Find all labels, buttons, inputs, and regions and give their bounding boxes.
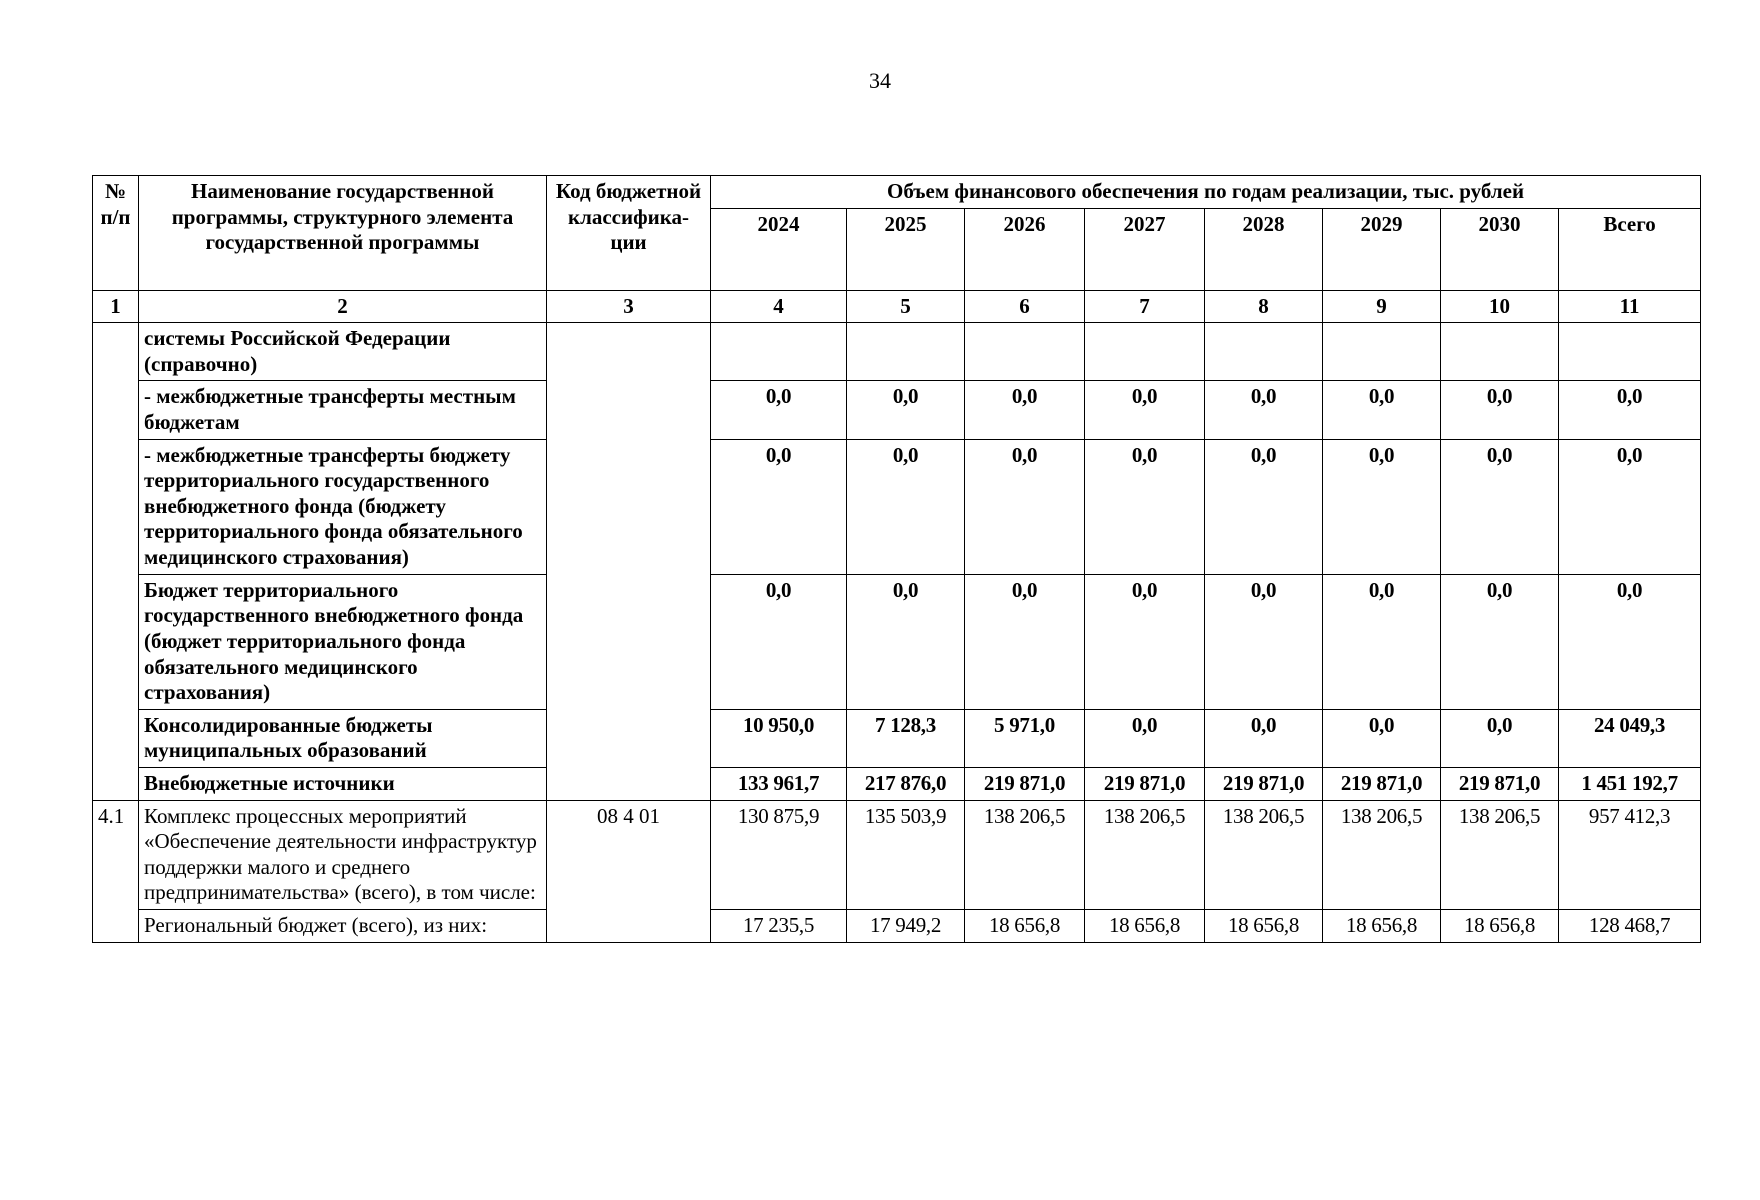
row-value: 10 950,0 — [711, 709, 847, 767]
table-row — [93, 767, 1701, 800]
row-value: 0,0 — [1441, 709, 1559, 767]
row-value: 217 876,0 — [847, 767, 965, 800]
row-value: 128 468,7 — [1559, 910, 1701, 943]
row-value: 7 128,3 — [847, 709, 965, 767]
header-volume: Объем финансового обеспечения по годам реализации, тыс. рублей — [711, 176, 1701, 209]
column-index: 3 — [547, 290, 711, 323]
table-row — [93, 910, 1701, 943]
row-value: 24 049,3 — [1559, 709, 1701, 767]
row-value: 0,0 — [1323, 381, 1441, 439]
row-value: 0,0 — [711, 439, 847, 574]
row-value: 18 656,8 — [965, 910, 1085, 943]
row-value — [965, 323, 1085, 381]
column-index: 8 — [1205, 290, 1323, 323]
column-index: 6 — [965, 290, 1085, 323]
row-value: 957 412,3 — [1559, 800, 1701, 909]
header-year: 2028 — [1205, 208, 1323, 290]
row-value: 18 656,8 — [1323, 910, 1441, 943]
header-year: 2030 — [1441, 208, 1559, 290]
column-index-row — [93, 290, 1701, 323]
row-value: 0,0 — [1323, 439, 1441, 574]
column-index: 10 — [1441, 290, 1559, 323]
row-value: 18 656,8 — [1441, 910, 1559, 943]
table-row — [93, 439, 1701, 574]
row-value: 219 871,0 — [1323, 767, 1441, 800]
row-value: 5 971,0 — [965, 709, 1085, 767]
row-value: 1 451 192,7 — [1559, 767, 1701, 800]
row-value: 18 656,8 — [1205, 910, 1323, 943]
row-name: Бюджет территориального государственного внебюджетного фонда (бюджет территориального фонда обязательного медицинского страхования) — [139, 574, 547, 709]
row-value — [847, 323, 965, 381]
table-row — [93, 800, 1701, 909]
row-value: 138 206,5 — [965, 800, 1085, 909]
budget-table — [92, 175, 1701, 943]
header-total: Всего — [1559, 208, 1701, 290]
table-row — [93, 709, 1701, 767]
row-value: 0,0 — [1323, 574, 1441, 709]
row-value: 138 206,5 — [1085, 800, 1205, 909]
row-num: 4.1 — [93, 800, 139, 942]
row-value: 0,0 — [847, 381, 965, 439]
row-value: 0,0 — [1205, 381, 1323, 439]
header-row — [93, 176, 1701, 209]
row-value: 17 235,5 — [711, 910, 847, 943]
row-code — [547, 323, 711, 800]
row-value: 17 949,2 — [847, 910, 965, 943]
row-value — [1559, 323, 1701, 381]
row-value: 0,0 — [847, 574, 965, 709]
row-value — [1205, 323, 1323, 381]
row-value — [711, 323, 847, 381]
row-name: системы Российской Федерации (справочно) — [139, 323, 547, 381]
row-value: 0,0 — [965, 439, 1085, 574]
header-name: Наименование государственной программы, структурного элемента государственной программы — [139, 176, 547, 291]
column-index: 2 — [139, 290, 547, 323]
row-value: 0,0 — [1559, 439, 1701, 574]
row-value: 0,0 — [1441, 439, 1559, 574]
header-year: 2024 — [711, 208, 847, 290]
column-index: 11 — [1559, 290, 1701, 323]
header-year: 2025 — [847, 208, 965, 290]
row-code: 08 4 01 — [547, 800, 711, 942]
row-name: Региональный бюджет (всего), из них: — [139, 910, 547, 943]
row-value: 0,0 — [1085, 381, 1205, 439]
column-index: 7 — [1085, 290, 1205, 323]
row-value: 0,0 — [1205, 709, 1323, 767]
row-value: 219 871,0 — [1441, 767, 1559, 800]
row-value: 138 206,5 — [1441, 800, 1559, 909]
row-num — [93, 323, 139, 800]
column-index: 4 — [711, 290, 847, 323]
row-value: 0,0 — [1085, 709, 1205, 767]
row-value: 219 871,0 — [1085, 767, 1205, 800]
row-value: 130 875,9 — [711, 800, 847, 909]
row-value: 138 206,5 — [1205, 800, 1323, 909]
row-value: 0,0 — [1085, 574, 1205, 709]
row-value: 133 961,7 — [711, 767, 847, 800]
row-value — [1441, 323, 1559, 381]
row-value: 0,0 — [965, 574, 1085, 709]
row-value: 0,0 — [1559, 381, 1701, 439]
row-value: 0,0 — [847, 439, 965, 574]
table-row — [93, 574, 1701, 709]
row-value: 138 206,5 — [1323, 800, 1441, 909]
row-value: 135 503,9 — [847, 800, 965, 909]
row-value: 18 656,8 — [1085, 910, 1205, 943]
row-value: 0,0 — [1559, 574, 1701, 709]
header-year: 2026 — [965, 208, 1085, 290]
row-name: Комплекс процессных мероприятий «Обеспечение деятельности инфраструктур поддержки малого и среднего предпринимательства» (всего), в том числе: — [139, 800, 547, 909]
row-value: 219 871,0 — [965, 767, 1085, 800]
page-number: 34 — [869, 68, 891, 93]
row-value: 0,0 — [1441, 574, 1559, 709]
row-name: - межбюджетные трансферты местным бюджетам — [139, 381, 547, 439]
table-row — [93, 381, 1701, 439]
row-name: Консолидированные бюджеты муниципальных образований — [139, 709, 547, 767]
column-index: 1 — [93, 290, 139, 323]
column-index: 9 — [1323, 290, 1441, 323]
column-index: 5 — [847, 290, 965, 323]
row-value: 0,0 — [1323, 709, 1441, 767]
row-name: - межбюджетные трансферты бюджету территориального государственного внебюджетного фонда (бюджету территориального фонда обязательного медицинского страхования) — [139, 439, 547, 574]
row-value: 0,0 — [965, 381, 1085, 439]
header-year: 2027 — [1085, 208, 1205, 290]
row-value: 0,0 — [1205, 574, 1323, 709]
row-value: 0,0 — [711, 381, 847, 439]
row-value: 219 871,0 — [1205, 767, 1323, 800]
header-num: № п/п — [93, 176, 139, 291]
row-value: 0,0 — [1085, 439, 1205, 574]
row-value: 0,0 — [1205, 439, 1323, 574]
table-row — [93, 323, 1701, 381]
row-name: Внебюджетные источники — [139, 767, 547, 800]
header-code: Код бюджетной классифика-ции — [547, 176, 711, 291]
row-value — [1323, 323, 1441, 381]
row-value: 0,0 — [1441, 381, 1559, 439]
row-value — [1085, 323, 1205, 381]
header-year: 2029 — [1323, 208, 1441, 290]
row-value: 0,0 — [711, 574, 847, 709]
